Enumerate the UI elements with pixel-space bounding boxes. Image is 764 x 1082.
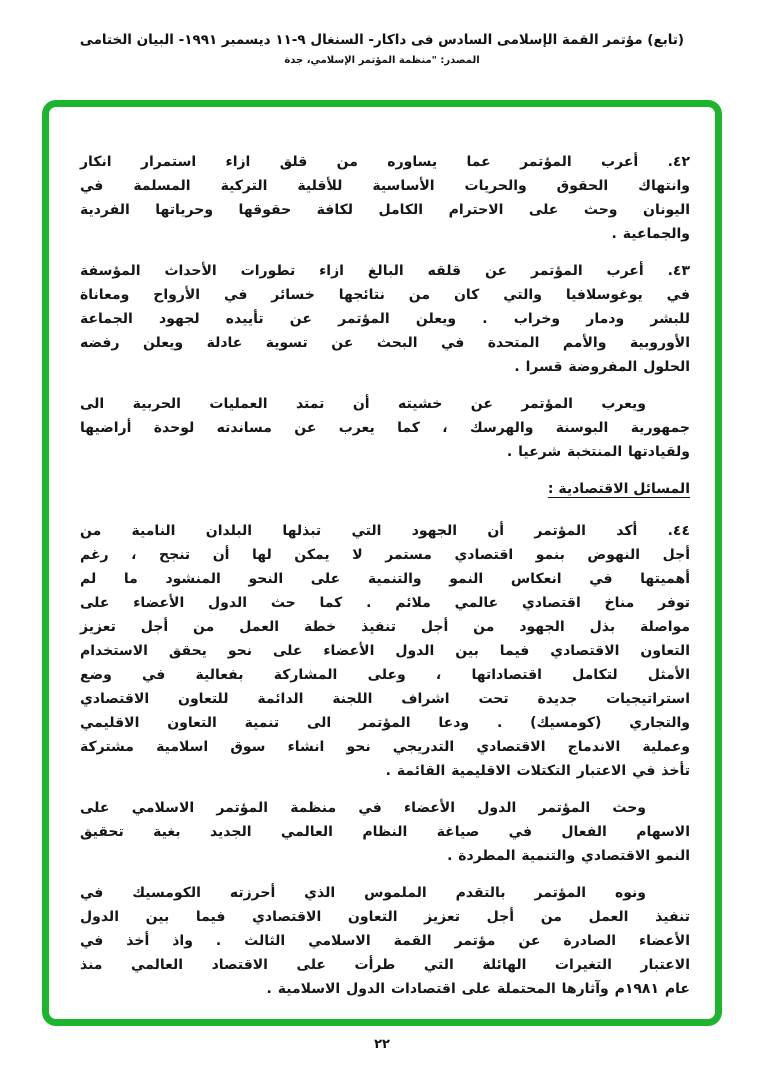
- paragraph: [80, 881, 690, 1001]
- text-line: ٤٢. أعرب المؤتمر عما يساوره من قلق ازاء استمرار انكار: [80, 154, 690, 170]
- text-line: ونوه المؤتمر بالتقدم الملموس الذي أحرزته الكومسيك في: [80, 885, 646, 901]
- text-line: وانتهاك الحقوق والحريات الأساسية للأقلية التركية المسلمة في: [80, 178, 690, 194]
- document-title: (تابع) مؤتمر القمة الإسلامى السادس فى داكار- السنغال ٩-١١ ديسمبر ١٩٩١- البيان الختامى: [79, 32, 685, 48]
- text-line: ٤٤. أكد المؤتمر أن الجهود التي تبذلها البلدان النامية من: [80, 523, 690, 539]
- text-line: ويعرب المؤتمر عن خشيته أن تمتد العمليات الحربية الى: [80, 396, 646, 412]
- text-line: والجماعية .: [611, 226, 690, 242]
- page-number: ٢٢: [374, 1037, 390, 1052]
- page-header: [0, 32, 764, 66]
- text-line: الأمثل لتكامل اقتصاداتها ، وعلى المشاركة بفعالية في وضع: [80, 667, 690, 683]
- text-line: تأخذ في الاعتبار التكتلات الاقليمية القائمة .: [385, 763, 690, 779]
- text-line: والتجاري (كومسيك) . ودعا المؤتمر الى تنمية التعاون الاقليمي: [80, 715, 690, 731]
- paragraph-٤٣: [80, 259, 690, 379]
- text-line: توفر مناخ اقتصادي عالمي ملائم . كما حث الدول الأعضاء على: [80, 595, 690, 611]
- section-heading-text: المسائل الاقتصادية :: [547, 481, 690, 497]
- text-line: الاسهام الفعال في صياغة النظام العالمي الجديد بغية تحقيق: [80, 824, 690, 840]
- text-line: للبشر ودمار وخراب . ويعلن المؤتمر عن تأييده لجهود الجماعة: [80, 311, 690, 327]
- document-body: [80, 150, 690, 1014]
- text-line: استراتيجيات جديدة تحت اشراف اللجنة الدائمة للتعاون الاقتصادي: [80, 691, 690, 707]
- text-line: ولقيادتها المنتخبة شرعيا .: [506, 444, 690, 460]
- text-line: أجل النهوض بنمو اقتصادي مستمر لا يمكن لها أن تنجح ، رغم: [80, 547, 690, 563]
- text-line: وعملية الاندماج الاقتصادي التدريجي نحو انشاء سوق اسلامية مشتركة: [80, 739, 690, 755]
- text-line: الأوروبية والأمم المتحدة في البحث عن تسوية عادلة ويعلن رفضه: [80, 335, 690, 351]
- text-line: التعاون الاقتصادي فيما بين الدول الأعضاء على نحو يحقق الاستخدام: [80, 643, 690, 659]
- paragraph-٤٢: [80, 150, 690, 246]
- paragraph: [80, 392, 690, 464]
- document-source: المصدر: "منظمة المؤتمر الإسلامي، جدة: [284, 55, 480, 66]
- text-line: أهميتها في انعكاس النمو والتنمية على النحو المنشود ما لم: [80, 571, 690, 587]
- paragraph: [80, 796, 690, 868]
- text-line: عام ١٩٨١م وآثارها المحتملة على اقتصادات الدول الاسلامية .: [266, 981, 690, 997]
- section-heading: [80, 477, 690, 501]
- text-line: مواصلة بذل الجهود من أجل تنفيذ خطة العمل من أجل تعزيز: [80, 619, 690, 635]
- paragraph-٤٤: [80, 519, 690, 783]
- text-line: الحلول المفروضة قسرا .: [514, 359, 690, 375]
- text-line: جمهورية البوسنة والهرسك ، كما يعرب عن مساندته لوحدة أراضيها: [80, 420, 690, 436]
- text-line: اليونان وحث على الاحترام الكامل لكافة حقوقها وحرياتها الفردية: [80, 202, 690, 218]
- text-line: النمو الاقتصادي والتنمية المطردة .: [447, 848, 690, 864]
- text-line: تنفيذ العمل من أجل تعزيز التعاون الاقتصادي فيما بين الدول: [80, 909, 690, 925]
- text-line: الأعضاء الصادرة عن مؤتمر القمة الاسلامي الثالث . واذ أخذ في: [80, 933, 690, 949]
- text-line: الاعتبار التغيرات الهائلة التي طرأت على الاقتصاد العالمي منذ: [80, 957, 690, 973]
- text-line: ٤٣. أعرب المؤتمر عن قلقه البالغ ازاء تطورات الأحداث المؤسفة: [80, 263, 690, 279]
- text-line: وحث المؤتمر الدول الأعضاء في منظمة المؤتمر الاسلامي على: [80, 800, 646, 816]
- text-line: في يوغوسلافيا والتي كان من نتائجها خسائر في الأرواح ومعاناة: [80, 287, 690, 303]
